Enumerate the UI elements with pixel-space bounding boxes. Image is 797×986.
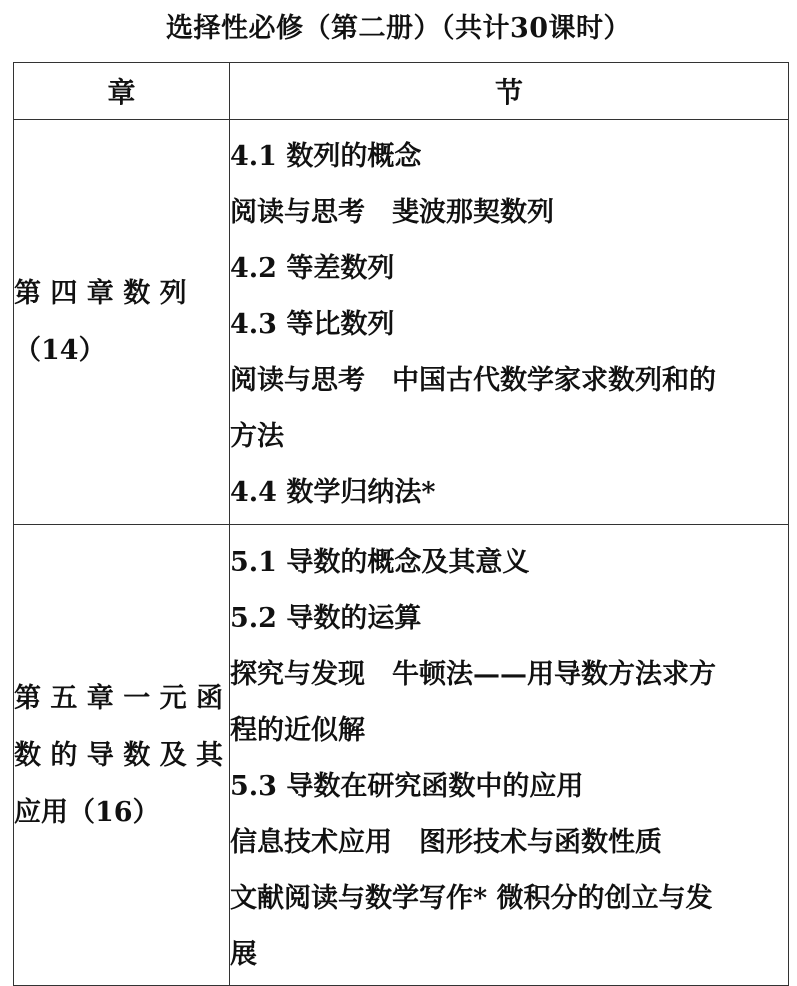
chapter-line: 数 的 导 数 及 其 <box>14 739 223 771</box>
table-header-row <box>14 63 789 120</box>
chapter-line: 第 四 章 数 列 <box>14 278 187 309</box>
section-item: 展 <box>230 939 257 970</box>
section-item: 探究与发现 牛顿法——用导数方法求方 <box>230 659 716 690</box>
section-cell <box>230 120 789 525</box>
section-item: 阅读与思考 斐波那契数列 <box>230 197 554 228</box>
section-item: 5.1 导数的概念及其意义 <box>230 547 530 578</box>
chapter-line: 应用（16） <box>14 796 160 828</box>
syllabus-table <box>13 62 789 986</box>
section-item: 4.3 等比数列 <box>230 309 395 340</box>
section-item: 程的近似解 <box>230 715 365 746</box>
page-title: 选择性必修（第二册）（共计30课时） <box>165 13 632 44</box>
chapter-line: 第 五 章 一 元 函 <box>14 682 223 714</box>
section-item: 信息技术应用 图形技术与函数性质 <box>230 827 662 858</box>
table-row <box>14 525 789 986</box>
chapter-cell <box>14 120 230 525</box>
section-item: 方法 <box>230 421 284 452</box>
section-cell <box>230 525 789 986</box>
section-item: 阅读与思考 中国古代数学家求数列和的 <box>230 365 716 396</box>
section-item: 4.2 等差数列 <box>230 253 395 284</box>
table-row <box>14 120 789 525</box>
section-item: 4.1 数列的概念 <box>230 141 422 172</box>
section-item: 5.2 导数的运算 <box>230 603 422 634</box>
section-item: 5.3 导数在研究函数中的应用 <box>230 771 584 802</box>
header-chapter: 章 <box>14 63 230 120</box>
header-section: 节 <box>230 63 789 120</box>
section-item: 文献阅读与数学写作* 微积分的创立与发 <box>230 883 713 914</box>
section-item: 4.4 数学归纳法* <box>230 477 436 508</box>
chapter-line: （14） <box>14 335 106 366</box>
chapter-cell <box>14 525 230 986</box>
